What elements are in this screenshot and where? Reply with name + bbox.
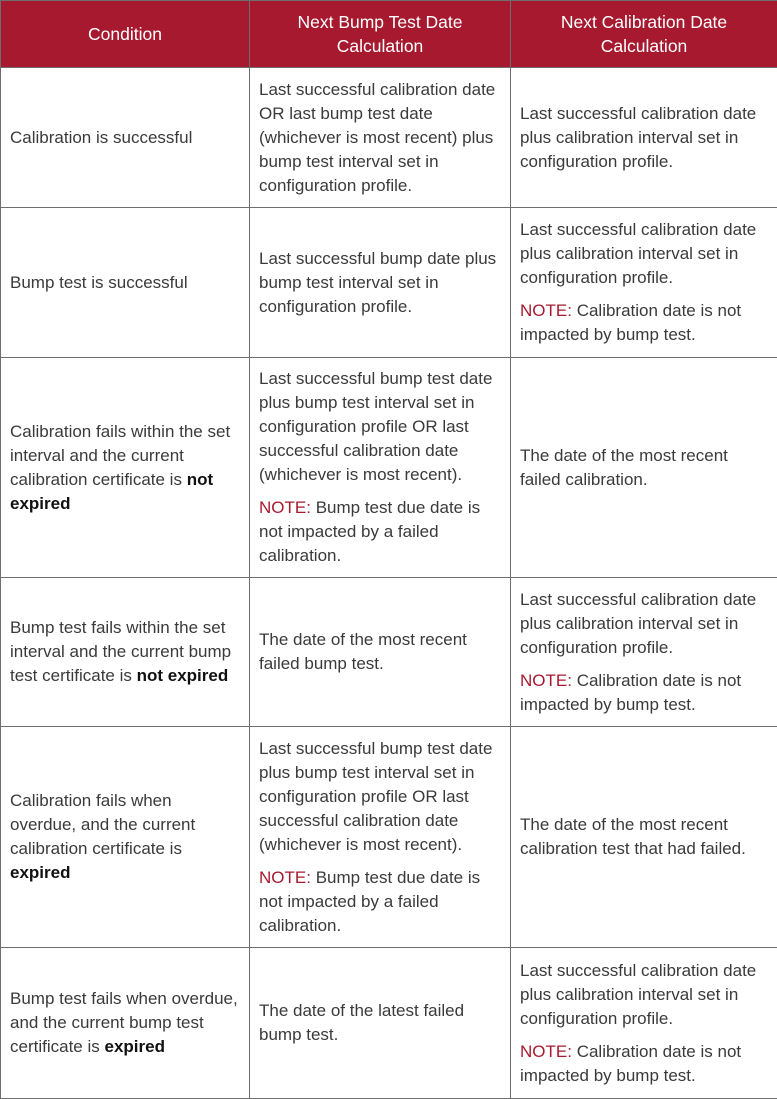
bump-test-text: The date of the latest failed bump test. [259, 999, 502, 1047]
calibration-cell [511, 358, 777, 578]
condition-text [10, 616, 241, 688]
condition-cell [1, 578, 250, 727]
calibration-note [520, 1040, 769, 1088]
bump-test-note [259, 866, 502, 938]
condition-text-main: Calibration fails within the set interval and the current calibration certificate is [10, 422, 230, 489]
condition-text-main: Bump test fails within the set interval and the current bump test certificate is [10, 618, 231, 685]
note-text: Bump test due date is not impacted by a failed calibration. [259, 868, 480, 935]
condition-text [10, 987, 241, 1059]
condition-text [10, 420, 241, 516]
condition-emphasis: expired [10, 863, 70, 882]
note-text: Bump test due date is not impacted by a failed calibration. [259, 498, 480, 565]
note-text: Calibration date is not impacted by bump test. [520, 301, 741, 344]
condition-text-main: Calibration fails when overdue, and the current calibration certificate is [10, 791, 195, 858]
calibration-cell [511, 948, 777, 1099]
condition-cell [1, 948, 250, 1099]
bump-test-text: Last successful bump test date plus bump test interval set in configuration profile OR last successful calibration date (whichever is most recent). [259, 737, 502, 857]
bump-test-cell [250, 208, 511, 358]
calibration-cell [511, 578, 777, 727]
condition-text: Bump test is successful [10, 271, 241, 295]
calibration-cell [511, 68, 777, 208]
condition-cell [1, 727, 250, 948]
table-row [1, 68, 777, 208]
condition-text-main: Bump test fails when overdue, and the current bump test certificate is [10, 989, 238, 1056]
calibration-text: Last successful calibration date plus calibration interval set in configuration profile. [520, 218, 769, 290]
calibration-text: The date of the most recent failed calibration. [520, 444, 769, 492]
table-row [1, 358, 777, 578]
note-label: NOTE: [520, 1042, 572, 1061]
bump-test-note [259, 496, 502, 568]
table-row [1, 948, 777, 1099]
bump-test-cell [250, 68, 511, 208]
calibration-cell [511, 727, 777, 948]
table-row [1, 208, 777, 358]
condition-emphasis: not expired [137, 666, 229, 685]
bump-test-text: The date of the most recent failed bump test. [259, 628, 502, 676]
bump-test-text: Last successful bump test date plus bump test interval set in configuration profile OR last successful calibration date (whichever is most recent). [259, 367, 502, 487]
note-label: NOTE: [259, 498, 311, 517]
calibration-cell [511, 208, 777, 358]
bump-test-cell [250, 727, 511, 948]
table-row [1, 578, 777, 727]
bump-test-cell [250, 948, 511, 1099]
condition-emphasis: not expired [10, 470, 213, 513]
note-label: NOTE: [259, 868, 311, 887]
note-label: NOTE: [520, 671, 572, 690]
calibration-text: Last successful calibration date plus calibration interval set in configuration profile. [520, 588, 769, 660]
note-text: Calibration date is not impacted by bump test. [520, 1042, 741, 1085]
calibration-note [520, 299, 769, 347]
header-condition: Condition [1, 1, 250, 68]
calibration-text: The date of the most recent calibration test that had failed. [520, 813, 769, 861]
header-row [1, 1, 777, 68]
condition-text [10, 789, 241, 885]
condition-text: Calibration is successful [10, 126, 241, 150]
condition-cell [1, 208, 250, 358]
header-next-calibration-date: Next Calibration Date Calculation [511, 1, 777, 68]
bump-test-text: Last successful bump date plus bump test interval set in configuration profile. [259, 247, 502, 319]
table-row [1, 727, 777, 948]
calibration-note [520, 669, 769, 717]
condition-cell [1, 68, 250, 208]
note-label: NOTE: [520, 301, 572, 320]
calibration-text: Last successful calibration date plus calibration interval set in configuration profile. [520, 102, 769, 174]
note-text: Calibration date is not impacted by bump test. [520, 671, 741, 714]
condition-cell [1, 358, 250, 578]
header-next-bump-test-date: Next Bump Test Date Calculation [250, 1, 511, 68]
calibration-text: Last successful calibration date plus calibration interval set in configuration profile. [520, 959, 769, 1031]
bump-test-text: Last successful calibration date OR last bump test date (whichever is most recent) plus bump test interval set in configuration profile. [259, 78, 502, 198]
bump-test-cell [250, 578, 511, 727]
bump-test-cell [250, 358, 511, 578]
condition-emphasis: expired [104, 1037, 164, 1056]
